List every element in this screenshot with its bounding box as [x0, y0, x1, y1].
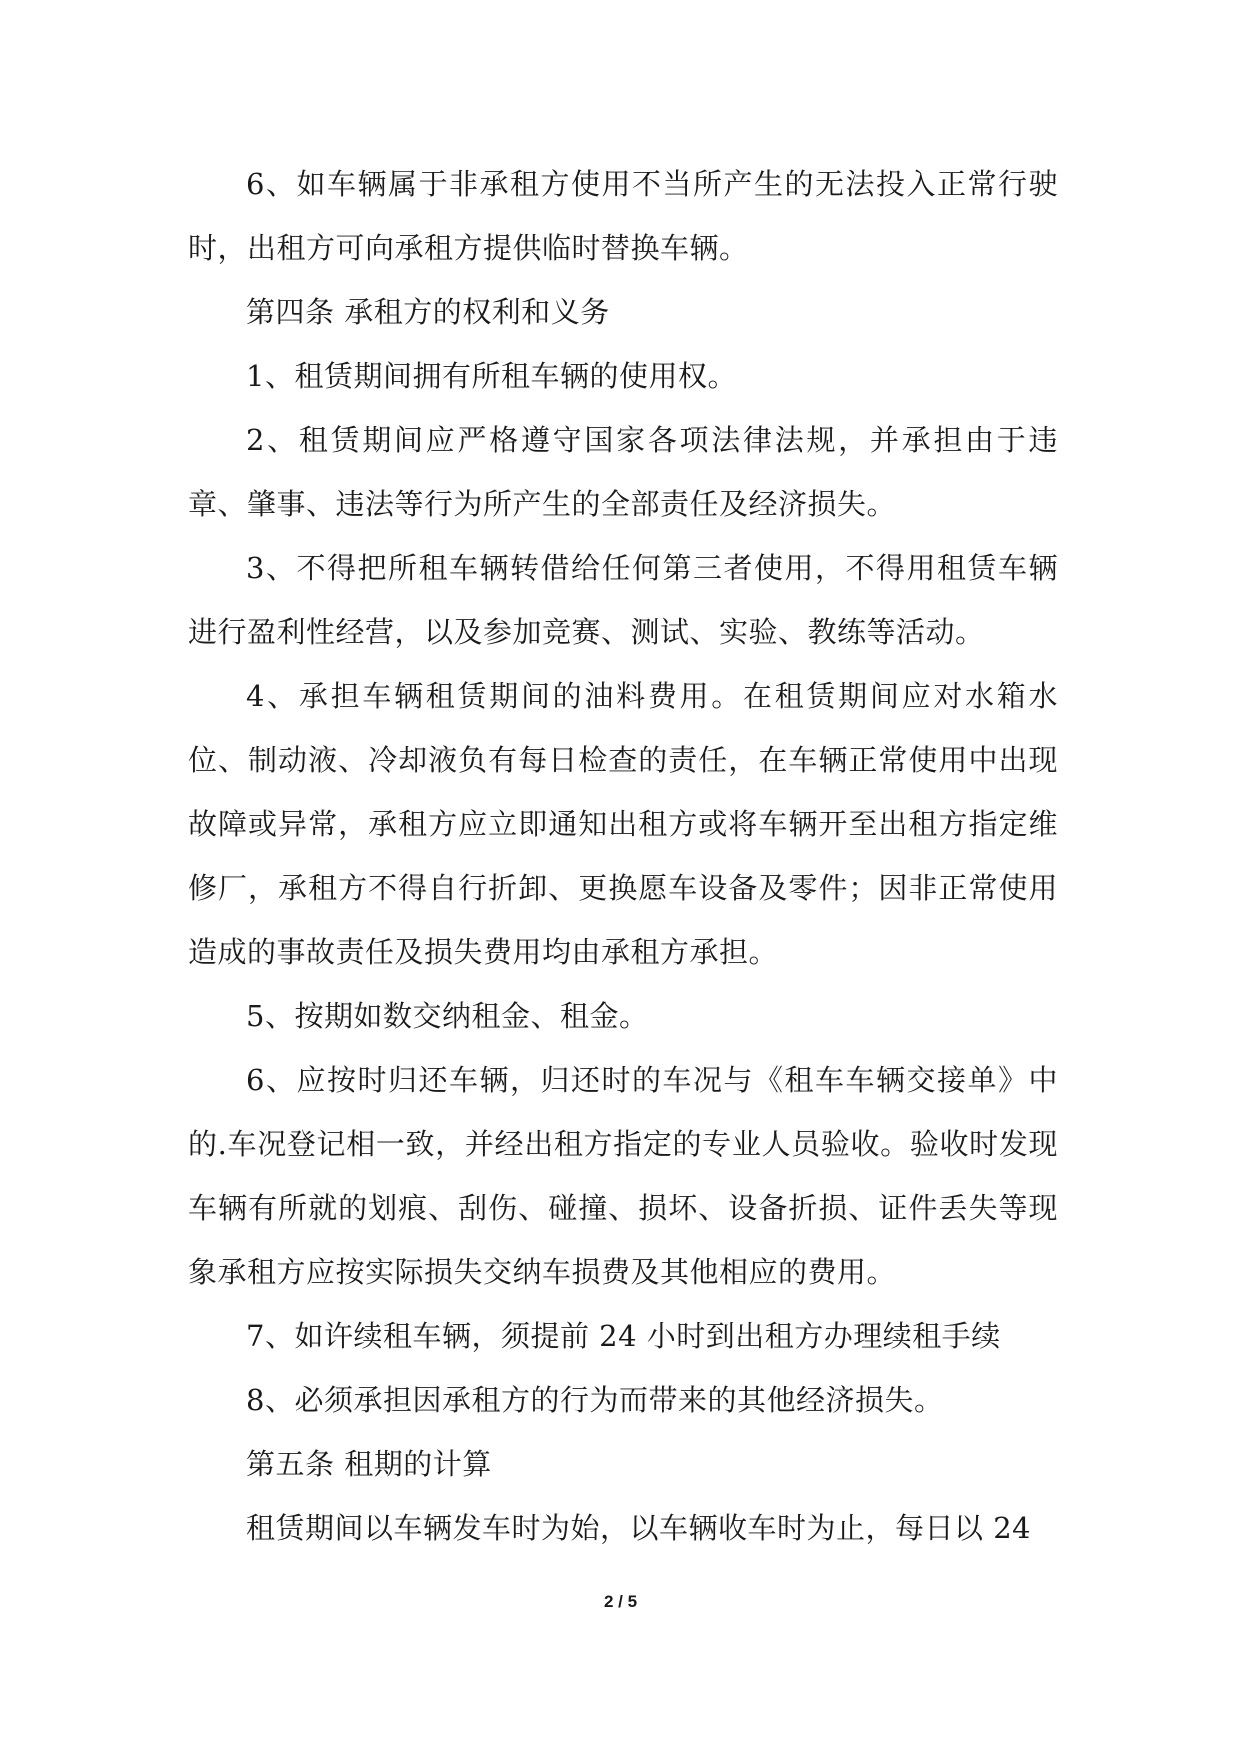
- paragraph-right-5: 5、按期如数交纳租金、租金。: [246, 999, 649, 1033]
- paragraph-right-6: 6、应按时归还车辆，归还时的车况与《租车车辆交接单》中的.车况登记相一致，并经出租方指定的专业人员验收。验收时发现车辆有所就的划痕、刮伤、碰撞、损坏、设备折损、证件丢失等现象承租方应按实际损失交纳车损费及其他相应的费用。: [188, 1063, 1058, 1289]
- paragraph-lease-period: 租赁期间以车辆发车时为始，以车辆收车时为止，每日以 24: [246, 1511, 1032, 1545]
- paragraph-right-7: 7、如许续租车辆，须提前 24 小时到出租方办理续租手续: [246, 1319, 1001, 1353]
- paragraph-right-4: 4、承担车辆租赁期间的油料费用。在租赁期间应对水箱水位、制动液、冷却液负有每日检查的责任，在车辆正常使用中出现故障或异常，承租方应立即通知出租方或将车辆开至出租方指定维修厂，承租方不得自行折卸、更换愿车设备及零件；因非正常使用造成的事故责任及损失费用均由承租方承担。: [188, 679, 1058, 969]
- paragraph-right-2: 2、租赁期间应严格遵守国家各项法律法规，并承担由于违章、肇事、违法等行为所产生的全部责任及经济损失。: [188, 423, 1058, 521]
- paragraph-clause-6-replacement: 6、如车辆属于非承租方使用不当所产生的无法投入正常行驶时，出租方可向承租方提供临时替换车辆。: [188, 167, 1058, 265]
- document-body: [188, 152, 1058, 1560]
- heading-article-4: 第四条 承租方的权利和义务: [246, 295, 610, 329]
- page-number: 2 / 5: [603, 1592, 638, 1611]
- paragraph-right-8: 8、必须承担因承租方的行为而带来的其他经济损失。: [246, 1383, 944, 1417]
- paragraph-right-1: 1、租赁期间拥有所租车辆的使用权。: [246, 359, 737, 393]
- paragraph-right-3: 3、不得把所租车辆转借给任何第三者使用，不得用租赁车辆进行盈利性经营，以及参加竞赛、测试、实验、教练等活动。: [188, 551, 1058, 649]
- heading-article-5: 第五条 租期的计算: [246, 1447, 492, 1481]
